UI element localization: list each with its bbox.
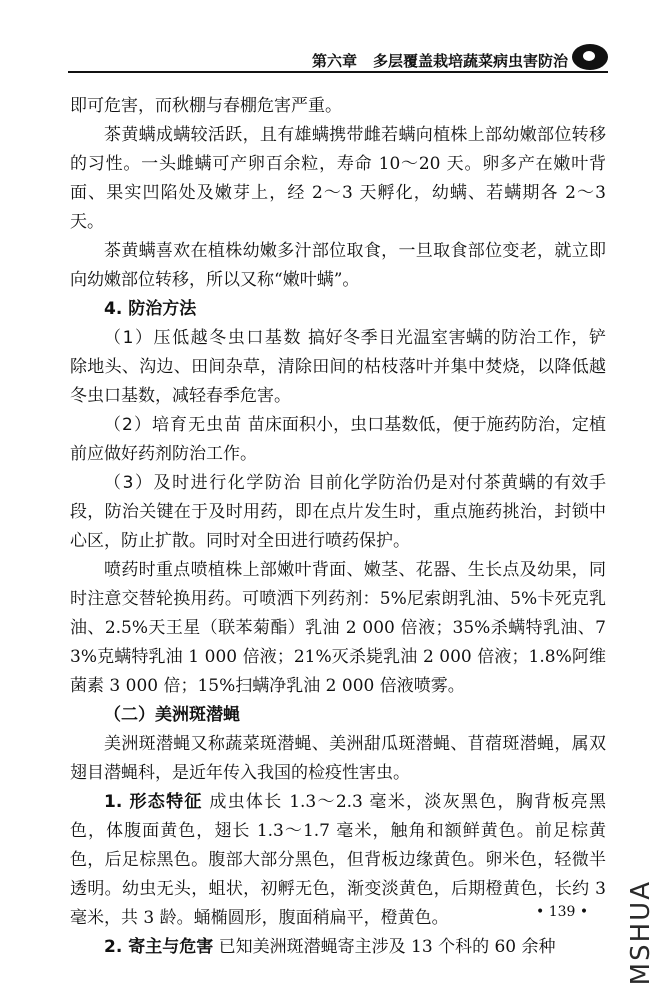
method-1-text: 搞好冬季日光温室害螨的防治工作，铲除地头、沟边、田间杂草，清除田间的枯枝落叶并集中焚烧，以降低越冬虫口基数，减轻春季危害。 [70,328,606,406]
header-rule [68,71,608,73]
method-2 [70,411,606,469]
chapter-title: 多层覆盖栽培蔬菜病虫害防治 [372,52,568,70]
paragraph-spray: 喷药时重点喷植株上部嫩叶背面、嫩茎、花器、生长点及幼果，同时注意交替轮换用药。可喷洒下列药剂：5%尼索朗乳油、5%卡死克乳油、2.5%天王星（联苯菊酯）乳油 2 000 倍液；35%杀螨特乳油、73%克螨特乳油 1 000 倍液；21%灭杀毙乳油 2 000 倍液；1.8%阿维菌素 3 000 倍；15%扫螨净乳油 2 000 倍液喷雾。 [70,560,606,696]
feature-1-text: 成虫体长 1.3～2.3 毫米，淡灰黑色，胸背板亮黑色，体腹面黄色，翅长 1.3～1.7 毫米，触角和额鲜黄色。前足棕黄色，后足棕黑色。腹部大部分黑色，但背板边缘黄色。卵米色，轻微半透明。幼虫无头，蛆状，初孵无色，渐变淡黄色，后期橙黄色，长约 3 毫米，共 3 龄。蛹椭圆形，腹面稍扁平，橙黄色。 [70,792,606,928]
method-1 [70,324,606,411]
heading-control-methods: 4. 防治方法 [104,299,197,319]
feature-1-label: 1. 形态特征 [104,792,203,812]
method-2-text: 苗床面积小，虫口基数低，便于施药防治，定植前应做好药剂防治工作。 [70,415,606,464]
watermark: MSHUA [626,880,656,986]
method-3 [70,469,606,556]
feature-2-text: 已知美洲斑潜蝇寄主涉及 13 个科的 60 余种 [218,937,556,957]
section-heading: （二）美洲斑潜蝇 [104,705,240,725]
paragraph-intro: 美洲斑潜蝇又称蔬菜斑潜蝇、美洲甜瓜斑潜蝇、苜蓿斑潜蝇，属双翅目潜蝇科，是近年传入我国的检疫性害虫。 [70,734,606,783]
feature-1 [70,788,606,933]
header-ornament-icon [572,44,608,70]
page-body [70,92,606,962]
method-1-label: （1）压低越冬虫口基数 [104,328,303,348]
method-3-text: 目前化学防治仍是对付茶黄螨的有效手段，防治关键在于及时用药，即在点片发生时，重点施药挑治，封锁中心区，防止扩散。同时对全田进行喷药保护。 [70,473,606,551]
paragraph-2: 茶黄螨成螨较活跃，且有雄螨携带雌若螨向植株上部幼嫩部位转移的习性。一头雌螨可产卵百余粒，寿命 10～20 天。卵多产在嫩叶背面、果实凹陷处及嫩芽上，经 2～3 天孵化，幼螨、若螨期各 2～3 天。 [70,125,606,232]
header-title [312,50,568,71]
paragraph-1: 即可危害，而秋棚与春棚危害严重。 [70,96,342,116]
feature-2 [70,933,606,962]
chapter-label: 第六章 [311,52,357,70]
paragraph-3: 茶黄螨喜欢在植株幼嫩多汁部位取食，一旦取食部位变老，就立即向幼嫩部位转移，所以又称“嫩叶螨”。 [70,241,606,290]
running-header [68,44,608,72]
method-2-label: （2）培育无虫苗 [104,415,243,435]
method-3-label: （3）及时进行化学防治 [104,473,303,493]
feature-2-label: 2. 寄主与危害 [104,937,214,957]
page-number: • 139 • [536,904,589,920]
